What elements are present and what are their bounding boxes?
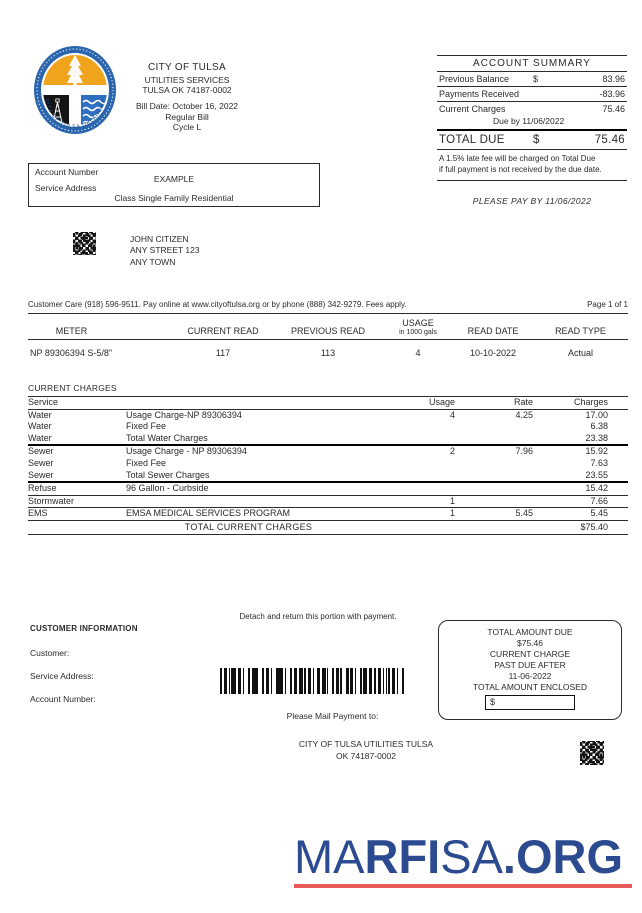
customer-label: Customer: (30, 648, 70, 658)
meter-id: NP 89306394 S-5/8" (30, 348, 113, 358)
bill-date: Bill Date: October 16, 2022 (135, 101, 239, 111)
remit-address-line2: OK 74187-0002 (335, 750, 397, 761)
charge-row-sewer-fixed (28, 458, 628, 470)
account-service-box (28, 163, 320, 207)
charges-cell: 23.55 (585, 469, 608, 480)
description-cell: Fixed Fee (126, 421, 167, 432)
usage-col-header-2: Usage (428, 397, 455, 407)
rate-cell (461, 433, 541, 445)
total-due-label: TOTAL DUE (439, 134, 505, 146)
rate-cell (461, 470, 541, 482)
charge-row-stormwater (28, 496, 628, 509)
service-address-label: Service Address (35, 183, 97, 193)
service-cell: EMS (28, 508, 48, 519)
meter-table-header (28, 318, 628, 340)
usage-cell: 1 (449, 495, 455, 506)
service-cell: Water (28, 409, 52, 420)
charges-cell: 15.92 (585, 446, 608, 457)
mailing-name: JOHN CITIZEN (130, 234, 189, 244)
wm-seg-org: .ORG (502, 830, 624, 883)
service-cell: Sewer (28, 469, 54, 480)
mailing-address (130, 234, 200, 268)
customer-care-text: Customer Care (918) 596-9511. Pay online at www.cityoftulsa.org or by phone (888) 342-9279. Fees apply. (28, 300, 407, 309)
current-charges-table (28, 396, 628, 535)
charge-row-ems (28, 508, 628, 521)
rate-col-header: Rate (513, 397, 533, 407)
coupon-current-charge-label: CURRENT CHARGE (489, 649, 571, 659)
org-header (103, 62, 271, 96)
summary-row-payments-received (437, 87, 627, 102)
detach-note: Detach and return this portion with payment. (239, 612, 397, 621)
coupon-past-due-date: 11-06-2022 (508, 671, 552, 681)
usage-cell: 4 (449, 409, 455, 420)
total-amount-due-label: TOTAL AMOUNT DUE (487, 627, 573, 637)
read-date-value: 10-10-2022 (469, 348, 517, 358)
charges-col-header: Charges (573, 397, 608, 407)
previous-read-value: 113 (320, 348, 336, 358)
remit-qr-code-icon (580, 741, 604, 765)
usage-cell (371, 483, 461, 495)
late-fee-note-line2: if full payment is not received by the due date. (439, 164, 602, 174)
charge-row-water-usage (28, 410, 628, 422)
service-address-label-2: Service Address: (30, 671, 94, 681)
address-qr-code-icon (73, 232, 96, 255)
customer-information (30, 624, 138, 704)
payments-received-value: -83.96 (599, 89, 625, 99)
bill-cycle: Cycle L (172, 122, 202, 133)
meter-table-row (28, 340, 628, 358)
customer-information-title: CUSTOMER INFORMATION (30, 624, 138, 633)
service-cell: Water (28, 432, 52, 443)
previous-read-col-header: PREVIOUS READ (290, 326, 366, 336)
account-number-label-2: Account Number: (30, 694, 96, 704)
charge-row-sewer-usage (28, 446, 628, 458)
current-charges-value: 75.46 (602, 104, 625, 114)
mail-payment-label: Please Mail Payment to: (286, 711, 379, 721)
charge-row-water-total (28, 433, 628, 447)
payments-received-label: Payments Received (439, 89, 520, 99)
rate-cell (461, 458, 541, 470)
service-class-value: Class Single Family Residential (114, 193, 234, 203)
charges-cell: 15.42 (585, 483, 608, 494)
seal-text: CITY OF TULSA OKLAHOMA (43, 98, 107, 131)
description-cell: Usage Charge - NP 89306394 (126, 446, 247, 457)
current-charges-section (28, 383, 628, 535)
charges-total-row (28, 521, 628, 535)
current-read-value: 117 (215, 348, 231, 358)
current-charges-title: CURRENT CHARGES (28, 383, 117, 393)
charge-row-sewer-total (28, 470, 628, 484)
wm-seg-rfi: RFI (364, 830, 441, 883)
service-cell: Sewer (28, 446, 54, 457)
late-fee-note (437, 150, 627, 181)
account-summary (437, 55, 627, 206)
charges-cell: 23.38 (585, 432, 608, 443)
rate-cell (461, 496, 541, 508)
total-current-charges-value: $75.40 (580, 521, 608, 532)
usage-col-header (383, 318, 453, 336)
charges-cell: 5.45 (590, 508, 608, 519)
service-cell: Stormwater (28, 495, 75, 506)
previous-balance-symbol: $ (533, 74, 539, 84)
amount-enclosed-input[interactable] (485, 695, 575, 710)
mailing-town: ANY TOWN (130, 256, 176, 267)
previous-balance-label: Previous Balance (439, 74, 510, 84)
usage-header-main: USAGE (402, 318, 434, 328)
description-cell: Total Water Charges (126, 432, 208, 443)
rate-cell (461, 421, 541, 433)
read-date-col-header: READ DATE (467, 326, 519, 336)
mailing-street: ANY STREET 123 (130, 245, 200, 256)
service-col-header: Service (28, 397, 59, 407)
total-current-charges-label: TOTAL CURRENT CHARGES (184, 521, 313, 532)
charges-cell: 7.63 (590, 457, 608, 468)
marfisa-wordmark (294, 830, 638, 883)
customer-care-line (28, 300, 628, 314)
meter-col-header: METER (55, 326, 88, 336)
charges-cell: 17.00 (585, 409, 608, 420)
total-row-spacer-2 (371, 521, 541, 534)
description-cell: Usage Charge-NP 89306394 (126, 409, 242, 420)
read-type-value: Actual (567, 348, 593, 358)
usage-cell (371, 458, 461, 470)
current-charges-label: Current Charges (439, 104, 506, 114)
watermark-underline (294, 884, 632, 888)
description-cell: EMSA MEDICAL SERVICES PROGRAM (126, 508, 291, 519)
total-amount-enclosed-label: TOTAL AMOUNT ENCLOSED (473, 682, 587, 692)
usage-cell: 1 (449, 508, 455, 519)
summary-row-current-charges (437, 102, 627, 116)
usage-cell (371, 421, 461, 433)
previous-balance-value: 83.96 (602, 74, 625, 84)
usage-cell (371, 470, 461, 482)
usage-header-sub: in 1000 gals (399, 329, 437, 336)
remit-address (270, 739, 462, 763)
wm-seg-ma: MA (294, 830, 365, 883)
rate-cell: 7.96 (515, 446, 533, 457)
charges-cell: 7.66 (590, 495, 608, 506)
charges-header-row (28, 397, 628, 410)
late-fee-note-line1: A 1.5% late fee will be charged on Total Due (439, 154, 596, 163)
wm-seg-sa: SA (440, 830, 503, 883)
org-po-address: TULSA OK 74187-0002 (142, 85, 232, 96)
org-department: UTILITIES SERVICES (144, 74, 230, 85)
coupon-past-due-after-label: PAST DUE AFTER (494, 660, 566, 670)
org-name: CITY OF TULSA (148, 62, 226, 73)
description-cell: Total Sewer Charges (126, 469, 210, 480)
service-cell: Water (28, 421, 52, 432)
charge-row-refuse (28, 483, 628, 496)
rate-cell: 5.45 (515, 508, 533, 519)
account-number-label: Account Number (35, 167, 99, 177)
marfisa-watermark (294, 830, 638, 888)
bill-type: Regular Bill (165, 111, 209, 122)
account-summary-title: ACCOUNT SUMMARY (437, 55, 627, 72)
summary-row-previous-balance (437, 72, 627, 87)
usage-value: 4 (415, 348, 421, 358)
description-col-spacer (126, 397, 371, 409)
bill-meta (103, 101, 271, 133)
rate-cell: 4.25 (515, 409, 533, 420)
description-cell: 96 Gallon - Curbside (126, 483, 209, 494)
total-due-value: 75.46 (594, 134, 625, 146)
charges-cell: 6.38 (590, 421, 608, 432)
please-pay-by: PLEASE PAY BY 11/06/2022 (472, 195, 592, 206)
service-cell: Refuse (28, 483, 57, 494)
dollar-sign: $ (490, 697, 496, 707)
account-number-value: EXAMPLE (153, 174, 195, 184)
description-cell (126, 496, 371, 508)
payment-coupon-box (438, 620, 622, 720)
due-by-note: Due by 11/06/2022 (437, 116, 627, 131)
meter-table (28, 318, 628, 358)
service-cell: Sewer (28, 457, 54, 468)
summary-total-row (437, 131, 627, 150)
page-indicator: Page 1 of 1 (587, 300, 628, 309)
payments-received-symbol (533, 89, 571, 99)
total-due-symbol: $ (533, 134, 540, 146)
payment-barcode-icon (220, 668, 405, 694)
total-row-spacer (28, 521, 126, 534)
current-charges-symbol (533, 104, 571, 114)
usage-cell: 2 (449, 446, 455, 457)
rate-cell (461, 483, 541, 495)
read-type-col-header: READ TYPE (555, 326, 606, 336)
current-read-col-header: CURRENT READ (187, 326, 259, 336)
charge-row-water-fixed (28, 421, 628, 433)
description-cell: Fixed Fee (126, 457, 167, 468)
remit-address-line1: CITY OF TULSA UTILITIES TULSA (298, 739, 434, 749)
total-amount-due-value: $75.46 (517, 638, 543, 648)
usage-cell (371, 433, 461, 445)
